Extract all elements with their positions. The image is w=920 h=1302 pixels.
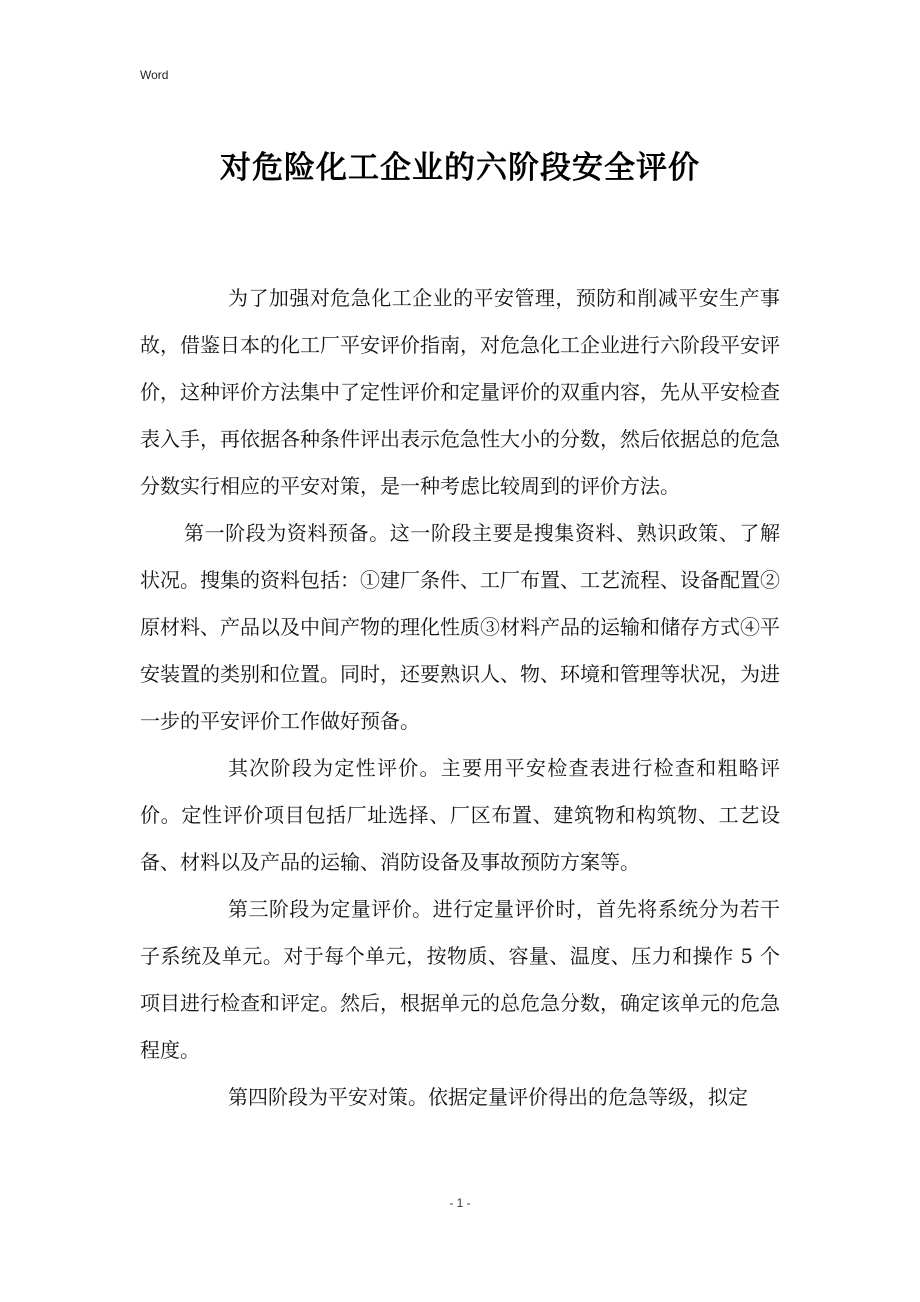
paragraph-stage-one: 第一阶段为资料预备。这一阶段主要是搜集资料、熟识政策、了解状况。搜集的资料包括：①建厂条件、工厂布置、工艺流程、设备配置②原材料、产品以及中间产物的理化性质③材料产品的运输和储存方式④平安装置的类别和位置。同时，还要熟识人、物、环境和管理等状况，为进一步的平安评价工作做好预备。 — [140, 521, 780, 733]
paragraph-stage-four: 第四阶段为平安对策。依据定量评价得出的危急等级，拟定 — [228, 1085, 748, 1109]
document-title: 对危险化工企业的六阶段安全评价 — [220, 150, 700, 186]
paragraph-intro: 为了加强对危急化工企业的平安管理，预防和削减平安生产事故，借鉴日本的化工厂平安评价指南，对危急化工企业进行六阶段平安评价，这种评价方法集中了定性评价和定量评价的双重内容，先从平安检查表入手，再依据各种条件评出表示危急性大小的分数，然后依据总的危急分数实行相应的平安对策，是一种考虑比较周到的评价方法。 — [140, 286, 780, 498]
page-number: - 1 - — [449, 1196, 471, 1210]
header-label: Word — [140, 68, 169, 82]
paragraph-stage-three: 第三阶段为定量评价。进行定量评价时，首先将系统分为若干子系统及单元。对于每个单元，按物质、容量、温度、压力和操作 5 个项目进行检查和评定。然后，根据单元的总危急分数，确定该单元的危急程度。 — [140, 897, 780, 1062]
document-body — [140, 275, 780, 1121]
paragraph-stage-two: 其次阶段为定性评价。主要用平安检查表进行检查和粗略评价。定性评价项目包括厂址选择、厂区布置、建筑物和构筑物、工艺设备、材料以及产品的运输、消防设备及事故预防方案等。 — [140, 756, 780, 874]
